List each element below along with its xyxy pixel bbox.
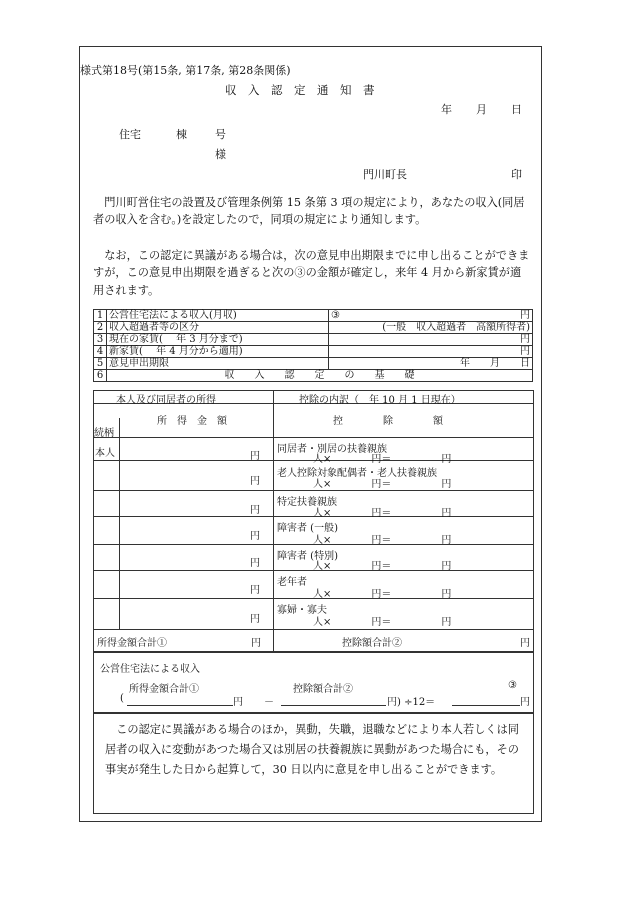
deduction-calc: 人× 円＝ 円 — [313, 617, 452, 628]
issuer-name: 門川町長 — [363, 168, 407, 181]
mark-3: ③ — [331, 310, 340, 321]
relation-header: 続柄 — [94, 428, 114, 439]
honorific-label: 様 — [215, 148, 226, 161]
document-title: 収 入 認 定 通 知 書 — [225, 83, 375, 97]
deduction-label: 寡婦・寡夫 — [277, 605, 327, 616]
formula-mark-3: ③ — [508, 680, 517, 691]
table-row: 2 収入超過者等の区分 (一般 収入超過者 高額所得者) — [94, 322, 533, 334]
deduction-label: 特定扶養親族 — [277, 497, 337, 508]
table-row: 1 公営住宅法による収入(月収) ③ 円 — [94, 310, 533, 322]
deduction-calc: 人× 円＝ 円 — [313, 508, 452, 519]
income-amount-header: 所 得 金 額 — [157, 416, 227, 427]
date-year-label: 年 — [441, 103, 452, 116]
deduction-amount-header: 控 除 額 — [333, 416, 443, 427]
formula-income-total: 所得金額合計① — [129, 684, 199, 695]
deduction-label: 老人控除対象配偶者・老人扶養親族 — [277, 468, 437, 479]
notice-paragraph-1: 門川町営住宅の設置及び管理条例第 15 条第 3 項の規定により，あなたの収入(同居者の収入を含む。)を設定したので，同項の規定により通知します。 — [93, 196, 525, 227]
deduction-label: 障害者 (一般) — [277, 523, 338, 534]
seal-mark: 印 — [511, 168, 522, 181]
deduction-calc: 人× 円＝ 円 — [313, 454, 452, 465]
deduction-calc: 人× 円＝ 円 — [313, 561, 452, 572]
building-label: 棟 — [176, 128, 187, 141]
deduction-breakdown-header: 控除の内訳（ 年 10 月 1 日現在） — [299, 395, 461, 406]
table-row: 3 現在の家賃( 年 3 月分まで) 円 — [94, 334, 533, 346]
table-row: 6 収 入 認 定 の 基 礎 — [94, 370, 533, 382]
deduction-label: 同居者・別居の扶養親族 — [277, 444, 387, 455]
notice-text: この認定に異議がある場合のほか，異動，失職，退職などにより本人若しくは同居者の収入に変動があつた場合又は別居の扶養親族に異動があつた場合にも，その事実が発生した日から起算して，30 日以内に意見を申し出ることができます。 — [105, 723, 519, 776]
table-row: 5 意見申出期限 年 月 日 — [94, 358, 533, 370]
notice-paragraph-2: なお，この認定に異議がある場合は，次の意見申出期限までに申し出ることができますが，この意見申出期限を過ぎると次の③の金額が確定し，来年 4 月から新家賃が適用されます。 — [93, 249, 530, 297]
housing-label: 住宅 — [119, 128, 141, 141]
deduction-calc: 人× 円＝ 円 — [313, 589, 452, 600]
formula-title: 公営住宅法による収入 — [100, 664, 200, 675]
summary-table — [93, 309, 533, 382]
formula-deduction-total: 控除額合計② — [293, 684, 353, 695]
formula-income-blank — [127, 693, 233, 706]
deduction-label: 障害者 (特別) — [277, 551, 338, 562]
unit-number-label: 号 — [215, 128, 226, 141]
table-row: 4 新家賃( 年 4 月分から適用) 円 — [94, 346, 533, 358]
relation-self: 本人 — [95, 448, 115, 459]
deduction-calc: 人× 円＝ 円 — [313, 535, 452, 546]
formula-result-blank — [452, 693, 520, 706]
deduction-label: 老年者 — [277, 577, 307, 588]
deduction-calc: 人× 円＝ 円 — [313, 479, 452, 490]
income-header: 本人及び同居者の所得 — [116, 395, 216, 406]
income-total-label: 所得金額合計① — [97, 638, 167, 649]
date-day-label: 日 — [511, 103, 522, 116]
deduction-total-label: 控除額合計② — [342, 638, 402, 649]
date-month-label: 月 — [476, 103, 487, 116]
form-number: 様式第18号(第15条, 第17条, 第28条関係) — [80, 64, 291, 77]
formula-deduction-blank — [281, 693, 386, 706]
